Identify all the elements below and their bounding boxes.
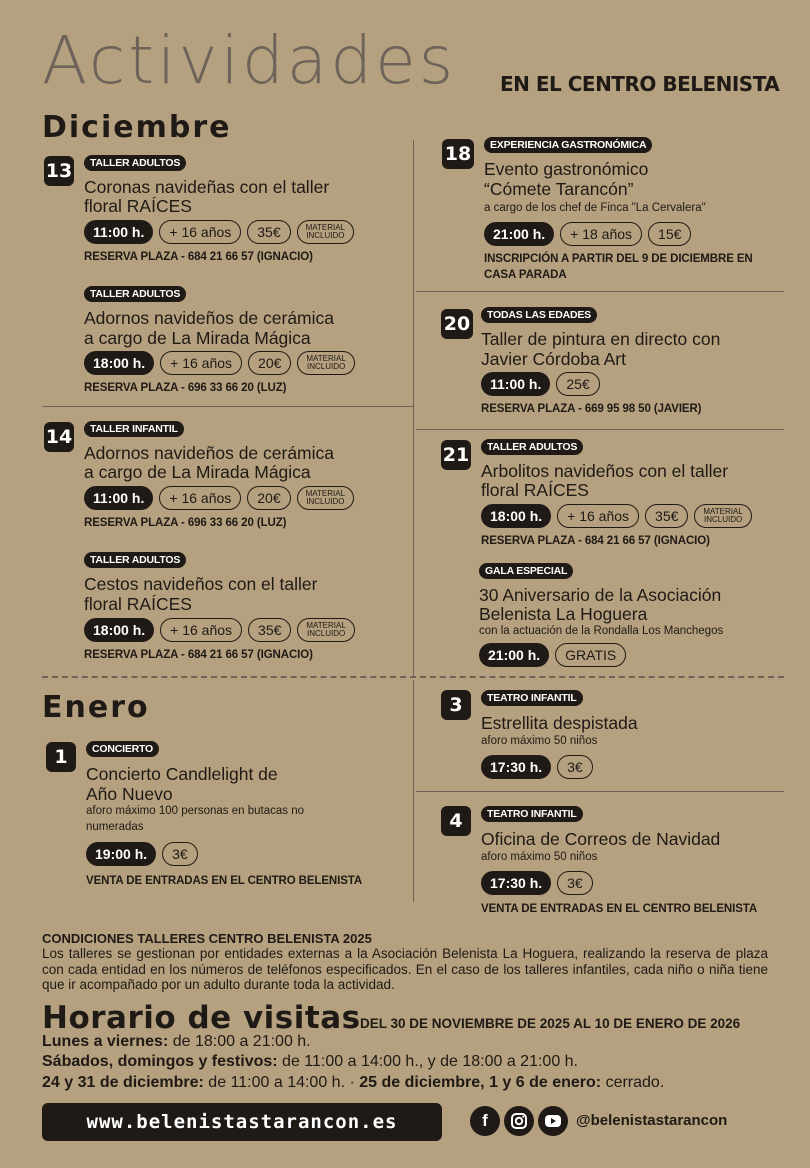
category-tag: TODAS LAS EDADES xyxy=(481,307,597,323)
conditions-text: Los talleres se gestionan por entidades externas a la Asociación Belenista La Hoguera, realizando la reserva de plaza con cada entidad en los números de teléfonos especificados. En el caso de los talleres infantiles, cada niño o niña tiene que ir acompañado por un adulto durante toda la actividad. xyxy=(42,946,768,992)
event-title: Estrellita despistada xyxy=(481,713,638,733)
age-pill: + 16 años xyxy=(160,351,242,375)
row-divider xyxy=(42,406,413,407)
month-separator xyxy=(42,676,784,678)
day-badge: 21 xyxy=(441,440,471,470)
price-pill: 3€ xyxy=(162,842,198,866)
material-pill: MATERIAL INCLUIDO xyxy=(297,618,354,642)
reservation-info: RESERVA PLAZA - 696 33 66 20 (LUZ) xyxy=(84,517,287,529)
category-tag: TALLER ADULTOS xyxy=(481,439,583,455)
website-link[interactable]: www.belenistastarancon.es xyxy=(42,1103,442,1141)
time-pill: 19:00 h. xyxy=(86,842,156,866)
age-pill: + 16 años xyxy=(159,486,241,510)
event-info-row xyxy=(481,372,600,396)
time-pill: 18:00 h. xyxy=(84,351,154,375)
price-pill: 3€ xyxy=(557,755,593,779)
schedule-date-range: DEL 30 DE NOVIEMBRE DE 2025 AL 10 DE ENERO DE 2026 xyxy=(360,1016,741,1031)
time-pill: 11:00 h. xyxy=(481,372,550,396)
month-heading-december: Diciembre xyxy=(42,110,232,145)
time-pill: 17:30 h. xyxy=(481,755,551,779)
event-title: Oficina de Correos de Navidad xyxy=(481,829,721,849)
material-pill: MATERIAL INCLUIDO xyxy=(694,504,751,528)
material-pill: MATERIAL INCLUIDO xyxy=(297,220,354,244)
social-handle[interactable]: @belenistastarancon xyxy=(576,1112,728,1129)
category-tag: TEATRO INFANTIL xyxy=(481,690,583,706)
schedule-special-days: 24 y 31 de diciembre: de 11:00 a 14:00 h. · 25 de diciembre, 1 y 6 de enero: cerrado. xyxy=(42,1074,665,1091)
day-badge: 1 xyxy=(46,742,76,772)
event-title: Año Nuevo xyxy=(86,784,173,804)
category-tag: TALLER INFANTIL xyxy=(84,421,184,437)
category-tag: EXPERIENCIA GASTRONÓMICA xyxy=(484,137,652,153)
event-note: aforo máximo 50 niños xyxy=(481,735,598,747)
event-info-row xyxy=(86,842,198,866)
event-info-row xyxy=(84,618,355,642)
day-badge: 13 xyxy=(44,156,74,186)
event-title: floral RAÍCES xyxy=(84,196,192,216)
event-title: Arbolitos navideños con el taller xyxy=(481,461,729,481)
event-info-row xyxy=(84,351,355,375)
time-pill: 11:00 h. xyxy=(84,220,153,244)
event-note: aforo máximo 100 personas en butacas no xyxy=(86,805,304,817)
time-pill: 11:00 h. xyxy=(84,486,153,510)
category-tag: TALLER ADULTOS xyxy=(84,286,186,302)
reservation-info: RESERVA PLAZA - 696 33 66 20 (LUZ) xyxy=(84,382,287,394)
row-divider xyxy=(416,291,784,292)
row-divider xyxy=(416,429,784,430)
column-divider xyxy=(413,140,414,676)
event-note: con la actuación de la Rondalla Los Manchegos xyxy=(479,625,724,637)
column-divider-jan xyxy=(413,680,414,902)
price-pill: 25€ xyxy=(556,372,599,396)
conditions-title: CONDICIONES TALLERES CENTRO BELENISTA 2025 xyxy=(42,931,372,946)
event-title: Adornos navideños de cerámica xyxy=(84,443,335,463)
price-pill: 20€ xyxy=(247,486,290,510)
event-info-row xyxy=(481,871,593,895)
age-pill: + 16 años xyxy=(159,220,241,244)
price-pill: GRATIS xyxy=(555,643,626,667)
category-tag: TEATRO INFANTIL xyxy=(481,806,583,822)
category-tag: TALLER ADULTOS xyxy=(84,552,186,568)
reservation-info: CASA PARADA xyxy=(484,269,567,281)
month-heading-january: Enero xyxy=(42,690,150,725)
day-badge: 20 xyxy=(441,309,473,339)
material-pill: MATERIAL INCLUIDO xyxy=(297,351,354,375)
time-pill: 18:00 h. xyxy=(481,504,551,528)
reservation-info: RESERVA PLAZA - 684 21 66 57 (IGNACIO) xyxy=(481,535,710,547)
event-title: Taller de pintura en directo con xyxy=(481,329,721,349)
reservation-info: INSCRIPCIÓN A PARTIR DEL 9 DE DICIEMBRE EN xyxy=(484,253,753,265)
schedule-weekends: Sábados, domingos y festivos: de 11:00 a 14:00 h., y de 18:00 a 21:00 h. xyxy=(42,1053,578,1070)
price-pill: 3€ xyxy=(557,871,593,895)
event-info-row xyxy=(84,486,354,510)
event-title: floral RAÍCES xyxy=(84,594,192,614)
price-pill: 35€ xyxy=(645,504,688,528)
event-title: Concierto Candlelight de xyxy=(86,764,278,784)
time-pill: 17:30 h. xyxy=(481,871,551,895)
price-pill: 35€ xyxy=(247,220,290,244)
time-pill: 21:00 h. xyxy=(484,222,554,246)
event-title: Adornos navideños de cerámica xyxy=(84,308,335,328)
schedule-weekdays: Lunes a viernes: de 18:00 a 21:00 h. xyxy=(42,1033,311,1050)
event-note: a cargo de los chef de Finca "La Cervalera" xyxy=(484,202,706,214)
event-info-row xyxy=(84,220,354,244)
event-title: “Cómete Tarancón” xyxy=(484,179,634,199)
age-pill: + 16 años xyxy=(557,504,639,528)
page-title: Actividades xyxy=(42,22,457,99)
day-badge: 18 xyxy=(442,139,474,169)
event-title: Evento gastronómico xyxy=(484,159,649,179)
event-title: a cargo de La Mirada Mágica xyxy=(84,462,311,482)
category-tag: CONCIERTO xyxy=(86,741,159,757)
event-note: aforo máximo 50 niños xyxy=(481,851,598,863)
event-title: Javier Córdoba Art xyxy=(481,349,626,369)
time-pill: 21:00 h. xyxy=(479,643,549,667)
event-title: a cargo de La Mirada Mágica xyxy=(84,328,311,348)
event-title: 30 Aniversario de la Asociación xyxy=(479,585,722,605)
event-note: numeradas xyxy=(86,821,144,833)
reservation-info: RESERVA PLAZA - 669 95 98 50 (JAVIER) xyxy=(481,403,702,415)
price-pill: 20€ xyxy=(248,351,291,375)
page-subtitle: EN EL CENTRO BELENISTA xyxy=(500,72,780,96)
category-tag: TALLER ADULTOS xyxy=(84,155,186,171)
day-badge: 14 xyxy=(44,422,74,452)
event-info-row xyxy=(481,755,593,779)
event-title: Cestos navideños con el taller xyxy=(84,574,318,594)
event-title: Coronas navideñas con el taller xyxy=(84,177,330,197)
ticket-info: VENTA DE ENTRADAS EN EL CENTRO BELENISTA xyxy=(481,903,758,915)
category-tag: GALA ESPECIAL xyxy=(479,563,573,579)
event-title: floral RAÍCES xyxy=(481,480,589,500)
price-pill: 15€ xyxy=(648,222,691,246)
schedule-title: Horario de visitas xyxy=(42,1000,361,1036)
ticket-info: VENTA DE ENTRADAS EN EL CENTRO BELENISTA xyxy=(86,875,363,887)
day-badge: 3 xyxy=(441,690,471,720)
age-pill: + 18 años xyxy=(560,222,642,246)
instagram-icon[interactable] xyxy=(504,1106,534,1136)
event-info-row xyxy=(481,504,752,528)
day-badge: 4 xyxy=(441,806,471,836)
event-title: Belenista La Hoguera xyxy=(479,604,648,624)
price-pill: 35€ xyxy=(248,618,291,642)
material-pill: MATERIAL INCLUIDO xyxy=(297,486,354,510)
reservation-info: RESERVA PLAZA - 684 21 66 57 (IGNACIO) xyxy=(84,649,313,661)
youtube-icon[interactable] xyxy=(538,1106,568,1136)
time-pill: 18:00 h. xyxy=(84,618,154,642)
reservation-info: RESERVA PLAZA - 684 21 66 57 (IGNACIO) xyxy=(84,251,313,263)
facebook-icon[interactable]: f xyxy=(470,1106,500,1136)
row-divider xyxy=(416,791,784,792)
event-info-row xyxy=(484,222,691,246)
social-icons xyxy=(470,1106,568,1136)
age-pill: + 16 años xyxy=(160,618,242,642)
event-info-row xyxy=(479,643,626,667)
